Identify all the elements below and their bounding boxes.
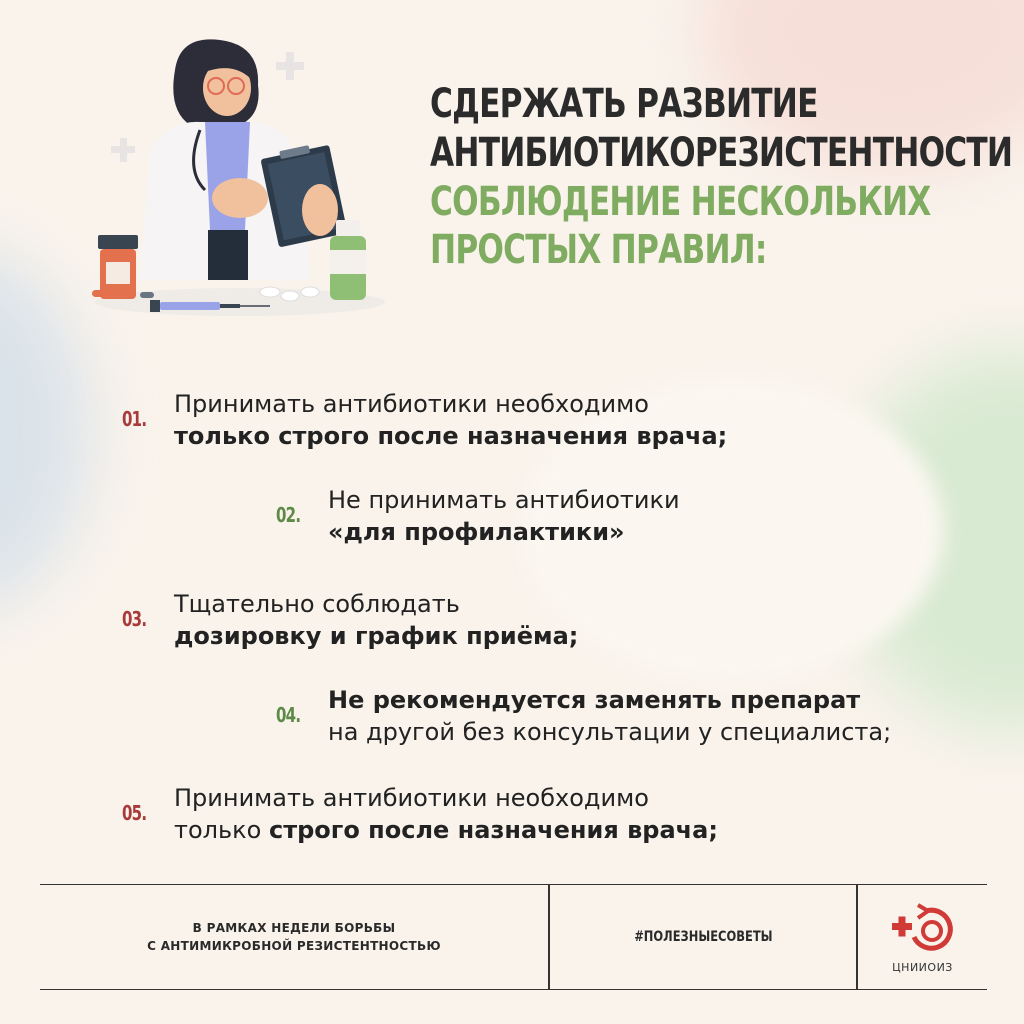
footer-logo [858,885,987,989]
footer-campaign-line-2: С АНТИМИКРОБНОЙ РЕЗИСТЕНТНОСТЬЮ [147,939,441,953]
rule-number: 05. [122,801,147,825]
logo-icon [888,901,958,959]
hashtag-text: #ПОЛЕЗНЫЕСОВЕТЫ [633,929,773,945]
rule-number: 04. [276,703,301,727]
rule-text-line-1: Не рекомендуется заменять препарат [328,686,861,714]
bg-blob-left [0,250,90,610]
rule-number: 03. [122,607,147,631]
headline-line-2: АНТИБИОТИКОРЕЗИСТЕНТНОСТИ [430,129,1013,176]
rule-number: 02. [276,503,301,527]
rule-text-line-1: Тщательно соблюдать [174,590,460,618]
headline-line-1: СДЕРЖАТЬ РАЗВИТИЕ [430,81,818,127]
footer-campaign-line-1: В РАМКАХ НЕДЕЛИ БОРЬБЫ [192,921,396,935]
rule-text-line-2: «для профилактики» [328,518,625,546]
rule-text-line-2: только строго после назначения врача; [174,422,728,450]
pill-bottle-icon [98,235,138,299]
rule-item-2 [276,484,680,548]
rule-number: 01. [122,407,147,431]
headline-line-4: ПРОСТЫХ ПРАВИЛ: [430,227,767,274]
footer-campaign-text [40,885,548,989]
plus-icon [276,52,304,80]
rule-item-5 [122,782,718,846]
headline-line-3: СОБЛЮДЕНИЕ НЕСКОЛЬКИХ [430,178,931,225]
rule-text-line-2 [174,814,718,846]
rule-text-line-1: Не принимать антибиотики [328,486,680,514]
doctor-illustration [80,30,400,330]
rule-text-line-2: на другой без консультации у специалиста; [328,718,892,746]
rule-text-line-1: Принимать антибиотики необходимо [174,784,649,812]
rule-text-line-2: дозировку и график приёма; [174,622,579,650]
rule-item-3 [122,588,579,652]
footer [40,884,987,990]
rule-item-1 [122,388,728,452]
footer-hashtag[interactable] [550,885,856,989]
logo-text: ЦНИИОИЗ [892,960,953,974]
rule-text-plain: только [174,816,269,844]
headline [430,80,1013,275]
plus-icon [111,138,135,162]
rule-item-4 [276,684,892,748]
rule-text-bold: строго после назначения врача; [268,816,718,844]
rule-text-line-1: Принимать антибиотики необходимо [174,390,649,418]
